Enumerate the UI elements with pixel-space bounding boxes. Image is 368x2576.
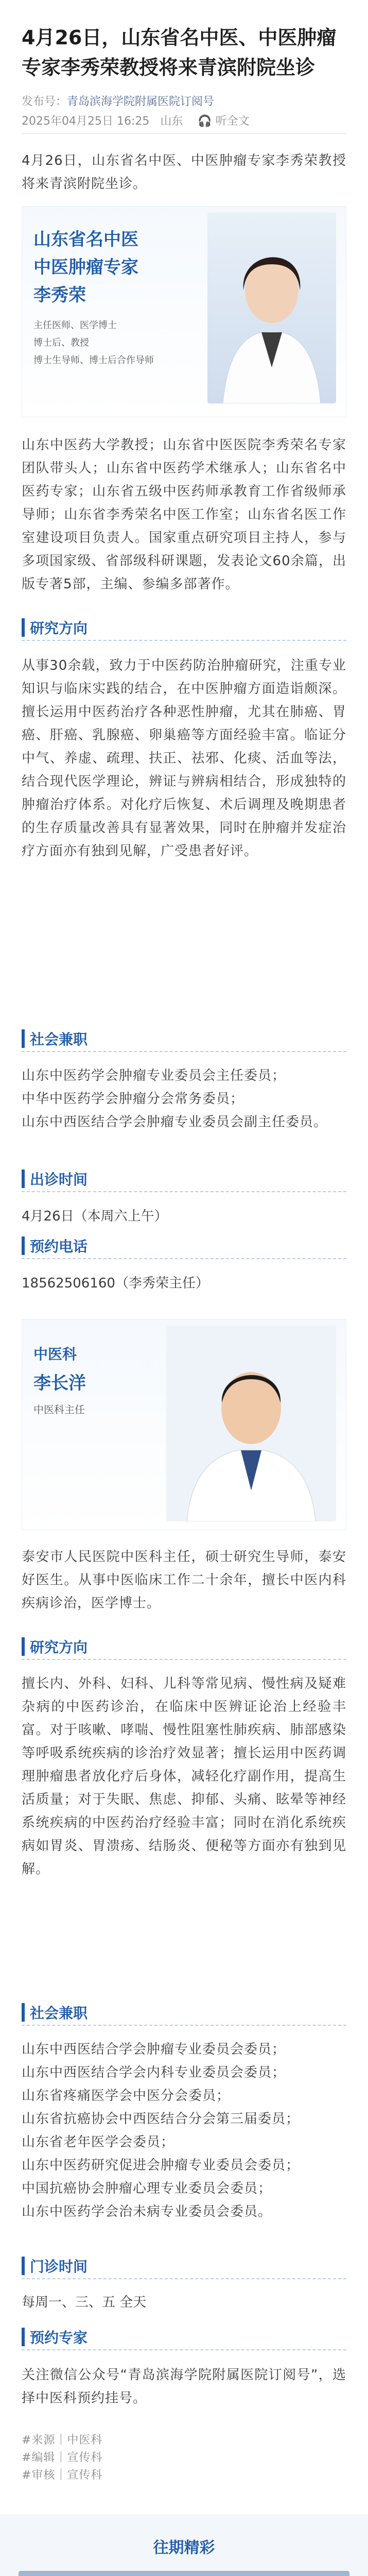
section-bar	[22, 2003, 25, 2022]
section-bar	[22, 1170, 25, 1188]
doctor1-portrait	[207, 213, 336, 403]
social2-item: 山东中医药学会治未病专业委员会委员。	[22, 2204, 272, 2219]
doctor1-bio: 山东中医药大学教授；山东省中医医院李秀荣名专家团队带头人；山东省中医药学术继承人；山东省名中医药专家；山东省五级中医药师承教育工作省级师承导师；山东省李秀荣名中医工作室；山东省名医工作室建设项目负责人。国家重点研究项目主持人，参与多项国家级、省部级科研课题，发表论文60余篇，出版专著5部，主编、参编多部著作。	[22, 437, 346, 592]
social2-item: 山东中医药研究促进会肿瘤专业委员会委员；	[22, 2158, 300, 2173]
listen-button[interactable]	[198, 115, 249, 128]
divider	[22, 133, 346, 134]
section-bar	[22, 1029, 25, 1048]
section-title: 预约专家	[30, 2329, 88, 2346]
section-time-1	[22, 1165, 346, 1192]
section-title: 社会兼职	[30, 2005, 88, 2022]
section-title: 社会兼职	[30, 1031, 88, 1048]
recommend-photo-1[interactable]	[19, 2571, 349, 2576]
doctor1-name: 李秀荣	[33, 285, 86, 306]
section-dash	[22, 1258, 346, 1259]
recommend-title: 往期精彩	[153, 2539, 215, 2557]
section-dash	[22, 1191, 346, 1192]
booking-text: 关注微信公众号“青岛滨海学院附属医院订阅号”，选择中医科预约挂号。	[22, 2367, 346, 2406]
publish-date: 2025年04月25日 16:25	[22, 115, 150, 128]
footer-tag: #编辑｜宣传科	[22, 2451, 103, 2464]
section-dash	[22, 1659, 346, 1660]
listen-label: 听全文	[215, 115, 250, 128]
doctor2-card	[22, 1319, 346, 1530]
social2-item: 山东省抗癌协会中西医结合分会第三届委员；	[22, 2111, 300, 2127]
section-dash	[22, 2349, 346, 2350]
footer-tag: #审核｜宣传科	[22, 2469, 103, 2482]
doctor1-card	[22, 206, 346, 417]
section-title: 研究方向	[30, 620, 88, 637]
social1-item: 中华中医药学会肿瘤分会常务委员；	[22, 1091, 244, 1107]
clinic2: 每周一、三、五 全天	[22, 2295, 147, 2310]
section-title: 门诊时间	[30, 2258, 88, 2275]
doctor1-tag-1: 主任医师、医学博士	[33, 320, 117, 331]
section-bar	[22, 1637, 25, 1656]
doctor2-portrait	[166, 1326, 336, 1521]
section-bar	[22, 1236, 25, 1255]
article-meta-line2	[22, 112, 250, 128]
section-bar	[22, 618, 25, 637]
headphone-icon: 🎧	[198, 115, 212, 128]
doctor1-tag-2: 博士后、教授	[33, 337, 89, 348]
schedule1: 4月26日（本周六上午）	[22, 1209, 168, 1224]
section-clinic-2	[22, 2252, 346, 2279]
article-meta	[22, 93, 214, 109]
doctor2-name: 李长洋	[33, 1373, 86, 1394]
social2-item: 中国抗癌协会肿瘤心理专业委员会委员；	[22, 2181, 272, 2196]
doctor2-title: 中医科主任	[33, 1403, 85, 1416]
account-link[interactable]: 青岛滨海学院附属医院订阅号	[67, 95, 215, 108]
section-consult-1	[22, 1232, 346, 1259]
section-title: 预约电话	[30, 1238, 88, 1255]
section-bar	[22, 2257, 25, 2275]
section-booking	[22, 2324, 346, 2350]
publish-region: 山东	[160, 115, 183, 128]
research2-text: 擅长内、外科、妇科、儿科等常见病、慢性病及疑难杂病的中医药诊治，在临床中医辨证论治上经验丰富。对于咳嗽、哮喘、慢性阻塞性肺疾病、肺部感染等呼吸系统疾病的诊治疗效显著；擅长运用中医药调理肿瘤患者放化疗后身体，减轻化疗副作用，提高生活质量；对于失眠、焦虑、抑郁、头痛、眩晕等神经系统疾病的中医药治疗经验丰富；同时在消化系统疾病如胃炎、胃溃疡、结肠炎、便秘等方面亦有独到见解。	[22, 1676, 346, 1877]
doctor2-bio: 泰安市人民医院中医科主任，硕士研究生导师，泰安好医生。从事中医临床工作二十余年，擅长中医内科疾病诊治，医学博士。	[22, 1549, 346, 1611]
section-dash	[22, 2278, 346, 2279]
article-title: 4月26日，山东省名中医、中医肿瘤专家李秀荣教授将来青滨附院坐诊	[22, 26, 337, 79]
section-dash	[22, 2025, 346, 2026]
footer-tag: #来源｜中医科	[22, 2434, 103, 2447]
intro-paragraph: 4月26日，山东省名中医、中医肿瘤专家李秀荣教授将来青滨附院坐诊。	[22, 153, 346, 192]
social2-item: 山东省老年医学会委员；	[22, 2134, 175, 2150]
section-title: 研究方向	[30, 1639, 88, 1656]
section-dash	[22, 640, 346, 641]
social1-item: 山东中医药学会肿瘤专业委员会主任委员；	[22, 1068, 286, 1083]
doctor1-title-1: 山东省名中医	[33, 229, 138, 250]
doctor1-title-2: 中医肿瘤专家	[33, 257, 138, 278]
section-bar	[22, 2328, 25, 2346]
section-dash	[22, 1051, 346, 1052]
doctor1-tag-3: 博士生导师、博士后合作导师	[33, 355, 154, 366]
doctor2-dept: 中医科	[33, 1346, 77, 1363]
section-research-2	[22, 1633, 346, 1660]
section-social-1	[22, 1025, 346, 1052]
social2-item: 山东省疼痛医学会中医分会委员；	[22, 2088, 231, 2104]
social1-item: 山东中西医结合学会肿瘤专业委员会副主任委员。	[22, 1114, 328, 1130]
phone1[interactable]: 18562506160（李秀荣主任）	[22, 1276, 209, 1291]
section-research-1	[22, 614, 346, 641]
research1-text: 从事30余载，致力于中医药防治肿瘤研究，注重专业知识与临床实践的结合，在中医肿瘤方面造诣颇深。擅长运用中医药治疗各种恶性肿瘤，尤其在肺癌、胃癌、肝癌、乳腺癌、卵巢癌等方面经验丰富。临证分中气、养虚、疏理、扶正、祛邪、化痰、活血等法，结合现代医学理论，辨证与辨病相结合，形成独特的肿瘤治疗体系。对化疗后恢复、术后调理及晚期患者的生存质量改善具有显著效果，同时在肿瘤并发症治疗方面亦有独到见解，广受患者好评。	[22, 658, 346, 859]
account-prefix: 发布号：	[22, 95, 67, 108]
social2-item: 山东中西医结合学会肿瘤专业委员会委员；	[22, 2042, 286, 2057]
social2-item: 山东中西医结合学会内科专业委员会委员；	[22, 2065, 286, 2080]
section-social-2	[22, 1999, 346, 2026]
section-title: 出诊时间	[30, 1171, 88, 1188]
